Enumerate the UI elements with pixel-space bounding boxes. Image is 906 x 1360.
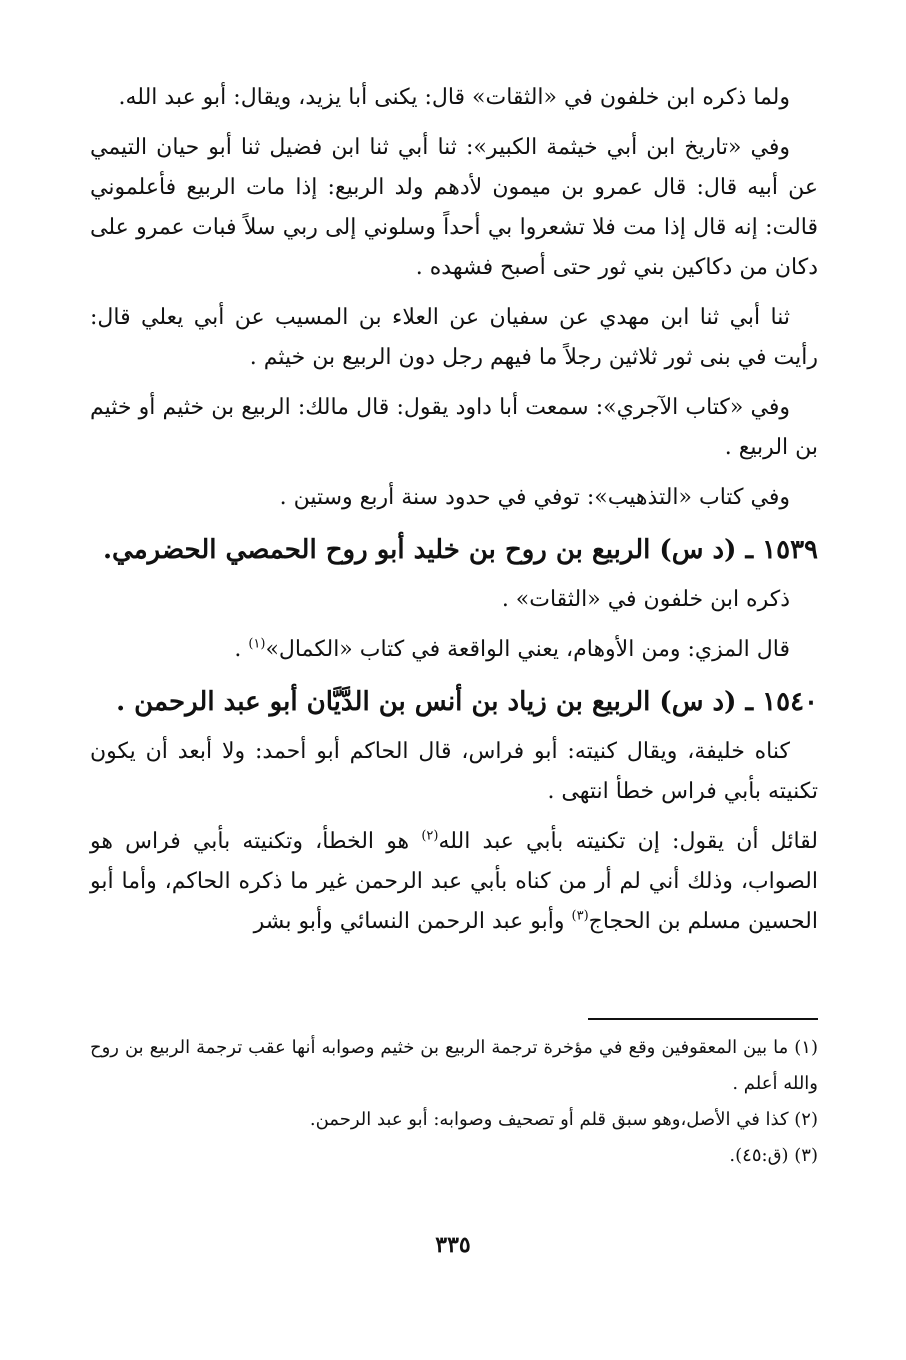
text-span: وأبو عبد الرحمن النسائي وأبو بشر (253, 909, 572, 934)
text-span: قال المزي: ومن الأوهام، يعني الواقعة في كتاب «الكمال» (265, 637, 790, 662)
entry-heading-1539 (90, 528, 818, 572)
entry-heading-1540 (90, 680, 818, 724)
paragraph: وفي كتاب «التذهيب»: توفي في حدود سنة أربع وستين . (279, 485, 790, 510)
paragraph: ذكره ابن خلفون في «الثقات» . (501, 587, 790, 612)
footnote-divider (588, 1018, 818, 1020)
text-span: . (234, 637, 249, 662)
footnote-ref: (٢) (421, 828, 439, 844)
text-span: لقائل أن يقول: إن تكنيته بأبي عبد الله (438, 829, 818, 854)
paragraph: ثنا أبي ثنا ابن مهدي عن سفيان عن العلاء بن المسيب عن أبي يعلي قال: رأيت في بنى ثور ثلاثين رجلاً ما فيهم رجل دون الربيع بن خيثم . (90, 305, 818, 370)
paragraph (90, 630, 818, 670)
footnote-ref: (٣) (571, 908, 589, 924)
footnote: (٢) كذا في الأصل،وهو سبق قلم أو تصحيف وصوابه: أبو عبد الرحمن. (309, 1109, 818, 1130)
entry-title: ـ (د س) الربيع بن روح بن خليد أبو روح الحمصي الحضرمي. (103, 535, 754, 565)
entry-title: ـ (د س) الربيع بن زياد بن أنس بن الدَّيَّان أبو عبد الرحمن . (116, 687, 754, 717)
footnote: (٣) (ق:٤٥). (729, 1145, 818, 1166)
paragraph: وفي «كتاب الآجري»: سمعت أبا داود يقول: قال مالك: الربيع بن خثيم أو خثيم بن الربيع . (90, 395, 818, 460)
paragraph (90, 822, 818, 942)
main-text (90, 78, 818, 952)
text-span: هو الخطأ، وتكنيته بأبي فراس هو الصواب، وذلك أني لم أر من كناه بأبي عبد الرحمن غير ما ذكره الحاكم، وأما أبو الحسين مسلم بن الحجاج (90, 829, 818, 934)
footnote-ref: (١) (248, 636, 266, 652)
footnote: (١) ما بين المعقوفين وقع في مؤخرة ترجمة الربيع بن خثيم وصوابه أنها عقب ترجمة الربيع بن روح والله أعلم . (90, 1037, 818, 1094)
entry-number: ١٥٣٩ (762, 535, 818, 565)
paragraph: ولما ذكره ابن خلفون في «الثقات» قال: يكنى أبا يزيد، ويقال: أبو عبد الله. (118, 85, 790, 110)
entry-number: ١٥٤٠ (762, 687, 818, 717)
paragraph: كناه خليفة، ويقال كنيته: أبو فراس، قال الحاكم أبو أحمد: ولا أبعد أن يكون تكنيته بأبي فراس خطأ انتهى . (90, 739, 818, 804)
page-number: ٣٣٥ (435, 1232, 471, 1258)
footnotes (90, 1030, 818, 1174)
paragraph: وفي «تاريخ ابن أبي خيثمة الكبير»: ثنا أبي ثنا ابن فضيل ثنا أبو حيان التيمي عن أبيه قال: قال عمرو بن ميمون لأدهم ولد الربيع: إذا مات الربيع فأعلموني قالت: إنه قال إذا مت فلا تشعروا بي أحداً وسلوني إلى ربي سلاً فبات عمرو على دكان من دكاكين بني ثور حتى أصبح فشهده . (90, 135, 818, 280)
